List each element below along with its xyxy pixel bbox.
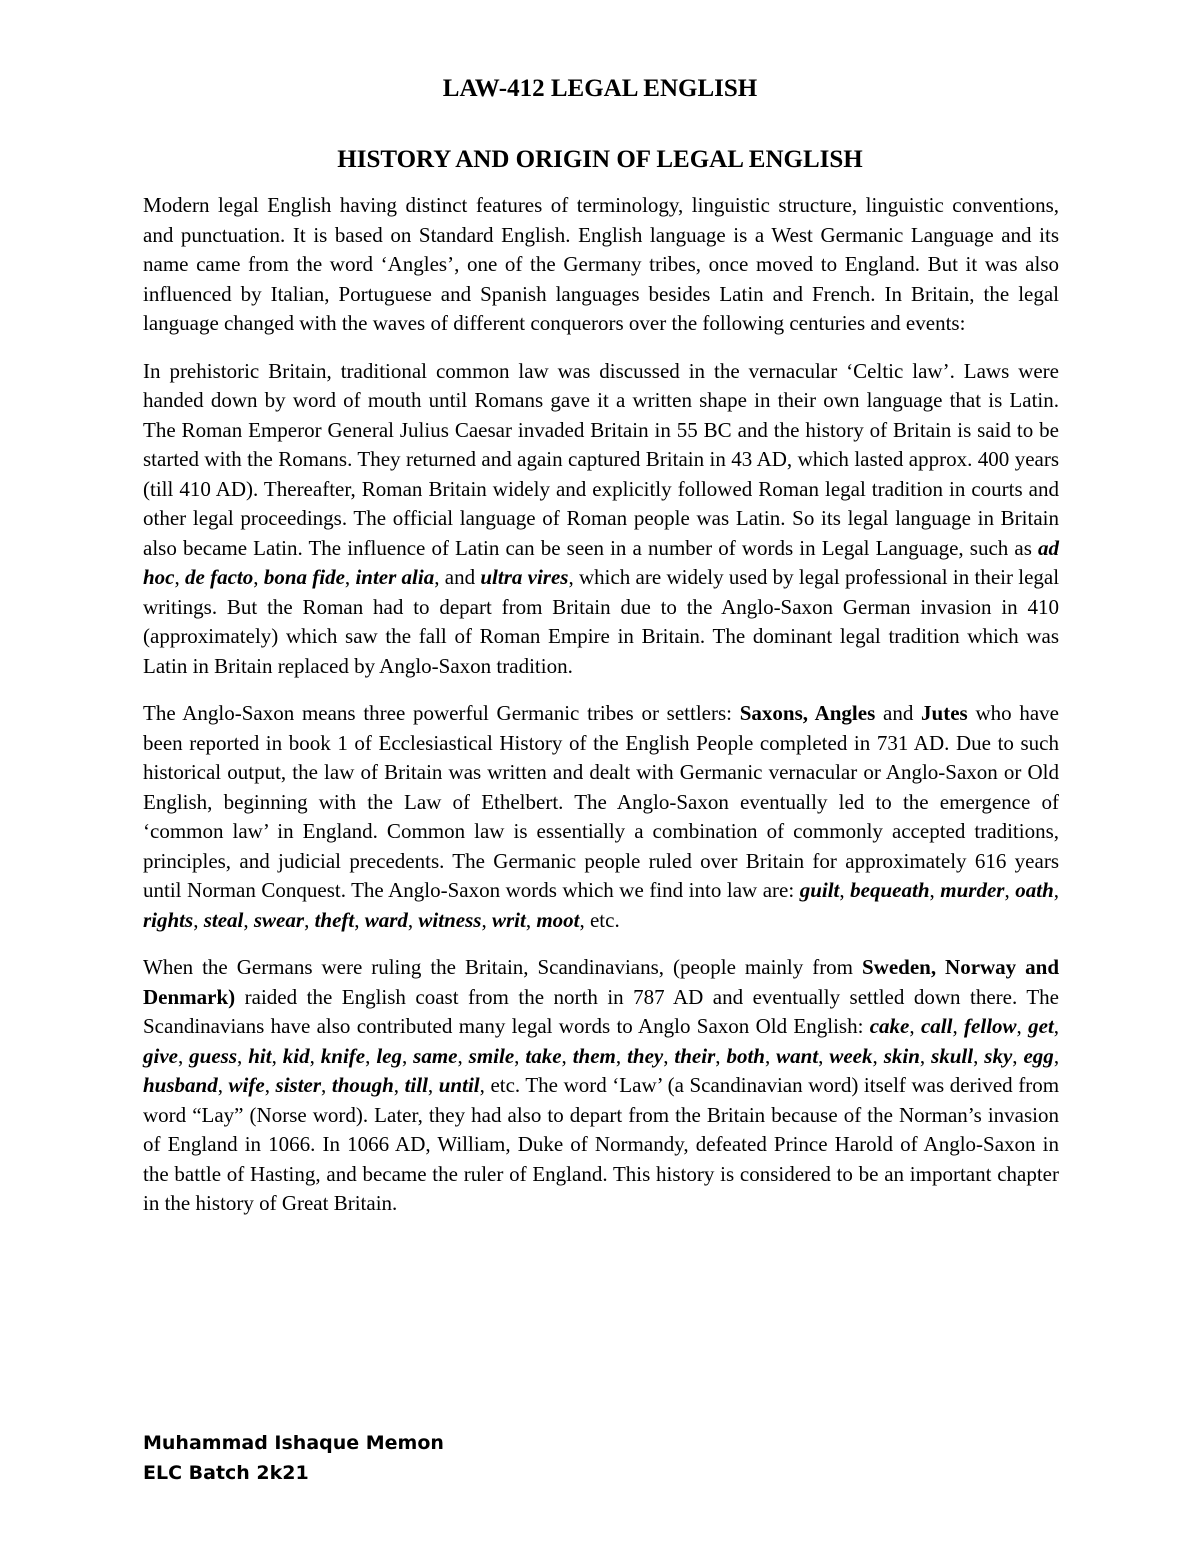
text-run: , <box>561 1043 573 1068</box>
legal-term: give <box>143 1043 178 1068</box>
paragraph-roman-britain <box>143 357 1059 682</box>
legal-term: smile <box>468 1043 515 1068</box>
text-run: , <box>525 907 537 932</box>
text-run: , <box>1053 878 1060 902</box>
emphasized-text: Jutes <box>921 701 968 725</box>
text-run: , <box>344 565 356 589</box>
legal-term: fellow <box>964 1014 1017 1038</box>
author-signature <box>143 1428 444 1488</box>
legal-term: same <box>413 1043 458 1068</box>
text-run: , <box>217 1073 229 1097</box>
legal-term: they <box>627 1043 664 1068</box>
text-run: , <box>952 1014 965 1038</box>
text-run: , <box>321 1073 332 1097</box>
text-run: , <box>309 1043 321 1068</box>
legal-term: leg <box>376 1043 402 1068</box>
text-run: , <box>1053 1043 1060 1068</box>
text-run: , <box>365 1043 377 1068</box>
legal-term: get <box>1028 1014 1054 1038</box>
text-run: , <box>909 1014 921 1038</box>
legal-term: ultra vires <box>480 565 569 589</box>
text-run: , <box>764 1043 777 1068</box>
legal-term: writ <box>491 907 526 932</box>
legal-term: rights <box>143 907 194 932</box>
text-run: , <box>354 907 365 932</box>
text-run: , <box>304 907 315 932</box>
legal-term: theft <box>314 907 355 932</box>
legal-term: their <box>674 1043 716 1068</box>
text-run: , <box>1016 1014 1029 1038</box>
text-run: , <box>253 565 264 589</box>
text-run: , <box>663 1043 675 1068</box>
text-run: , <box>715 1043 727 1068</box>
legal-term: moot <box>536 907 580 932</box>
legal-term: skin <box>883 1043 920 1068</box>
author-batch: ELC Batch 2k21 <box>143 1462 309 1484</box>
text-run: When the Germans were ruling the Britain, Scandinavians, (people mainly from <box>143 955 862 979</box>
legal-term: murder <box>940 878 1005 902</box>
text-run: The Anglo-Saxon means three powerful Germanic tribes or settlers: <box>143 701 740 725</box>
legal-term: ad hoc <box>143 535 1059 589</box>
text-run: , <box>237 1043 249 1068</box>
legal-term: egg <box>1023 1043 1054 1068</box>
legal-term: them <box>572 1043 616 1068</box>
text-run: , which are widely used by legal professional in their legal writings. But the Roman had to depart from Britain due to the Anglo-Saxon German invasion in 410 (approximately) which saw the fall of Roman Empire in Britain. The dominant legal tradition which was Latin in Britain replaced by Anglo-Saxon tradition. <box>143 565 1060 678</box>
text-run: , <box>407 907 419 932</box>
text-run: , <box>1012 1043 1024 1068</box>
legal-term: bequeath <box>850 878 930 902</box>
legal-term: wife <box>228 1073 265 1097</box>
text-run: , <box>919 1043 932 1068</box>
legal-term: though <box>331 1073 394 1097</box>
legal-term: witness <box>418 907 482 932</box>
legal-term: knife <box>320 1043 366 1068</box>
text-run: In prehistoric Britain, traditional common law was discussed in the vernacular ‘Celtic law’. Laws were handed down by word of mouth until Romans gave it a written shape in their own language that is Latin. The Roman Emperor General Julius Caesar invaded Britain in 55 BC and the history of Britain is said to be started with the Romans. They returned and again captured Britain in 43 AD, which lasted approx. 400 years (till 410 AD). Thereafter, Roman Britain widely and explicitly followed Roman legal tradition in courts and other legal proceedings. The official language of Roman people was Latin. So its legal language in Britain also became Latin. The influence of Latin can be seen in a number of words in Legal Language, such as <box>143 358 1059 560</box>
text-run: , etc. The word ‘Law’ (a Scandinavian word) itself was derived from word “Lay” (Norse word). Later, they had also to depart from the Britain because of the Norman’s invasion of England in 1066. In 1066 AD, William, Duke of Normandy, defeated Prince Harold of Anglo-Saxon in the battle of Hasting, and became the ruler of England. This history is considered to be an important chapter in the history of Great Britain. <box>143 1073 1060 1215</box>
text-run: , <box>177 1043 190 1068</box>
legal-term: bona fide <box>263 565 345 589</box>
text-run: , <box>393 1073 405 1097</box>
paragraph-anglo-saxon <box>143 699 1059 935</box>
text-run: , <box>427 1073 439 1097</box>
text-run: , <box>193 907 204 932</box>
course-title: LAW-412 LEGAL ENGLISH <box>442 75 758 102</box>
legal-term: both <box>726 1043 765 1068</box>
text-run: , <box>1004 878 1016 902</box>
legal-term: swear <box>253 907 305 932</box>
legal-term: de facto <box>185 565 254 589</box>
legal-term: want <box>776 1043 819 1068</box>
legal-term: ward <box>364 907 408 932</box>
text-run: , <box>174 565 186 589</box>
legal-term: until <box>438 1073 480 1097</box>
text-run: , <box>818 1043 830 1068</box>
text-run: who have been reported in book 1 of Ecclesiastical History of the English People completed in 731 AD. Due to such historical output, the law of Britain was written and dealt with Germanic vernacular or Anglo-Saxon or Old English, beginning with the Law of Ethelbert. The Anglo-Saxon eventually led to the emergence of ‘common law’ in England. Common law is essentially a combination of commonly accepted traditions, principles, and judicial precedents. The Germanic people ruled over Britain for approximately 616 years until Norman Conquest. The Anglo-Saxon words which we find into law are: <box>143 701 1059 902</box>
text-run: raided the English coast from the north in 787 AD and eventually settled down there. The Scandinavians have also contributed many legal words to Anglo Saxon Old English: <box>143 984 1059 1038</box>
legal-term: oath <box>1015 878 1054 902</box>
legal-term: skull <box>931 1043 974 1068</box>
legal-term: call <box>920 1014 953 1038</box>
document-title: HISTORY AND ORIGIN OF LEGAL ENGLISH <box>337 146 863 173</box>
legal-term: sky <box>984 1043 1013 1068</box>
legal-term: hit <box>248 1043 272 1068</box>
legal-term: husband <box>143 1073 218 1097</box>
legal-term: kid <box>282 1043 310 1068</box>
text-run: , <box>973 1043 985 1068</box>
text-run: , <box>615 1043 628 1068</box>
text-run: , <box>839 878 851 902</box>
paragraph-intro <box>143 191 1059 339</box>
text-run: , <box>481 907 492 932</box>
legal-term: guess <box>189 1043 238 1068</box>
legal-term: steal <box>203 907 244 932</box>
legal-term: sister <box>275 1073 322 1097</box>
text-run: , <box>264 1073 276 1097</box>
text-run: , <box>457 1043 469 1068</box>
paragraph-scandinavians <box>143 953 1059 1219</box>
legal-term: cake <box>869 1014 910 1038</box>
text-run: , <box>929 878 941 902</box>
legal-term: till <box>404 1073 428 1097</box>
text-run: and <box>875 701 922 725</box>
text-run: , <box>401 1043 414 1068</box>
legal-term: week <box>829 1043 873 1068</box>
emphasized-text: Saxons, Angles <box>739 701 876 725</box>
legal-term: guilt <box>799 878 840 902</box>
author-name: Muhammad Ishaque Memon <box>143 1432 444 1454</box>
text-run: , <box>271 1043 283 1068</box>
legal-term: inter alia <box>355 565 435 589</box>
legal-term: take <box>525 1043 562 1068</box>
text-run: Modern legal English having distinct features of terminology, linguistic structure, linguistic conventions, and punctuation. It is based on Standard English. English language is a West Germanic Language and its name came from the word ‘Angles’, one of the Germany tribes, once moved to England. But it was also influenced by Italian, Portuguese and Spanish languages besides Latin and French. In Britain, the legal language changed with the waves of different conquerors over the following centuries and events: <box>143 193 1059 335</box>
text-run: , and <box>434 565 481 589</box>
text-run: , <box>514 1043 526 1068</box>
text-run: , etc. <box>579 907 620 932</box>
text-run: , <box>243 907 254 932</box>
text-run: , <box>1053 1014 1060 1038</box>
text-run: , <box>872 1043 884 1068</box>
emphasized-text: Sweden, Norway and Denmark) <box>143 955 1060 1009</box>
document-body <box>143 191 1059 1237</box>
